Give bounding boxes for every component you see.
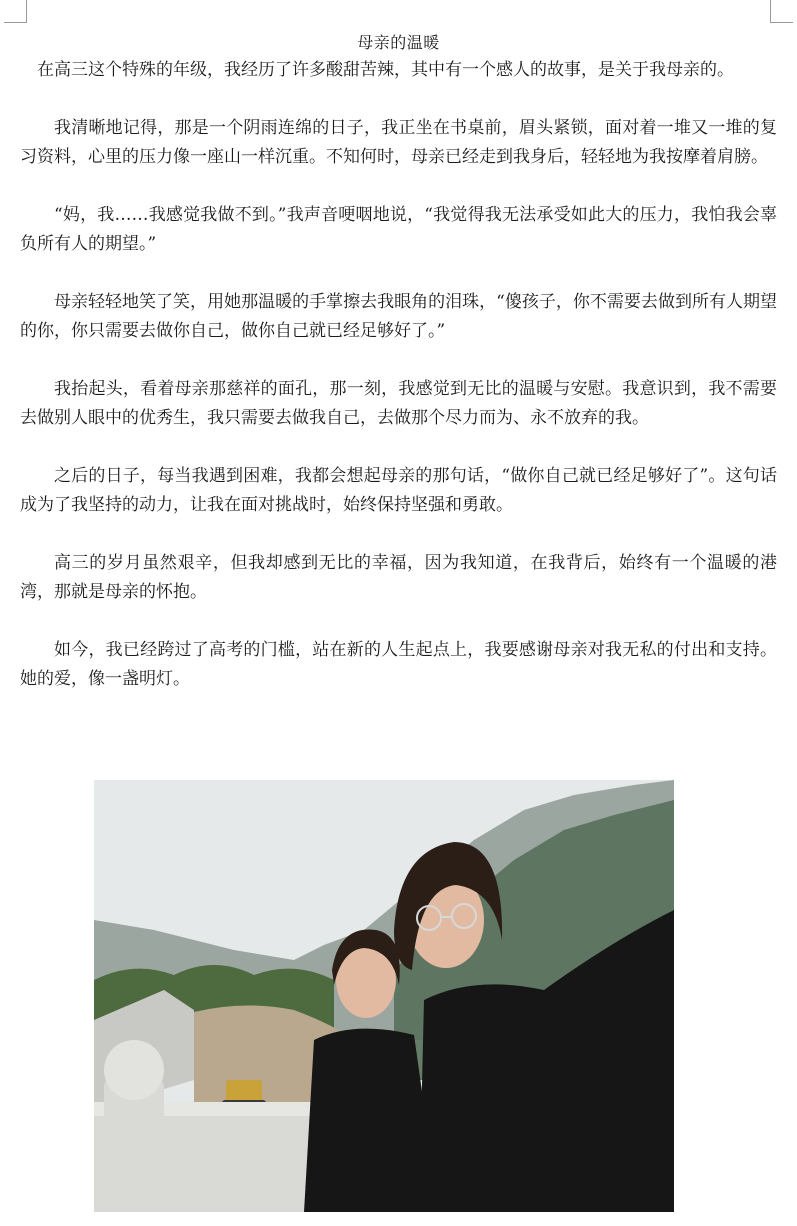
- paragraph: 在高三这个特殊的年级，我经历了许多酸甜苦辣，其中有一个感人的故事，是关于我母亲的。: [37, 60, 734, 80]
- paragraph: 我抬起头，看着母亲那慈祥的面孔，那一刻，我感觉到无比的温暖与安慰。我意识到，我不需要去做别人眼中的优秀生，我只需要去做我自己，去做那个尽力而为、永不放弃的我。: [20, 379, 777, 428]
- paragraph: 高三的岁月虽然艰辛，但我却感到无比的幸福，因为我知道，在我背后，始终有一个温暖的港湾，那就是母亲的怀抱。: [20, 553, 777, 602]
- photo-excavator: [226, 1080, 262, 1102]
- photo-railing-post-ball: [104, 1040, 164, 1100]
- selfie-photo: [94, 780, 674, 1212]
- crop-mark-top-left: [4, 0, 27, 23]
- document-body: [20, 56, 777, 723]
- paragraph: 我清晰地记得，那是一个阴雨连绵的日子，我正坐在书桌前，眉头紧锁，面对着一堆又一堆的复习资料，心里的压力像一座山一样沉重。不知何时，母亲已经走到我身后，轻轻地为我按摩着肩膀。: [20, 118, 777, 167]
- paragraph: “妈，我……我感觉我做不到。”我声音哽咽地说，“我觉得我无法承受如此大的压力，我怕我会辜负所有人的期望。”: [20, 205, 777, 254]
- document-title: 母亲的温暖: [357, 33, 440, 52]
- paragraph: 如今，我已经跨过了高考的门槛，站在新的人生起点上，我要感谢母亲对我无私的付出和支持。她的爱，像一盏明灯。: [20, 640, 777, 689]
- paragraph: 母亲轻轻地笑了笑，用她那温暖的手掌擦去我眼角的泪珠，“傻孩子，你不需要去做到所有人期望的你，你只需要去做你自己，做你自己就已经足够好了。”: [20, 292, 777, 341]
- paragraph: 之后的日子，每当我遇到困难，我都会想起母亲的那句话，“做你自己就已经足够好了”。这句话成为了我坚持的动力，让我在面对挑战时，始终保持坚强和勇敢。: [20, 466, 777, 515]
- photo-illustration: [94, 780, 674, 1212]
- crop-mark-top-right: [770, 0, 793, 23]
